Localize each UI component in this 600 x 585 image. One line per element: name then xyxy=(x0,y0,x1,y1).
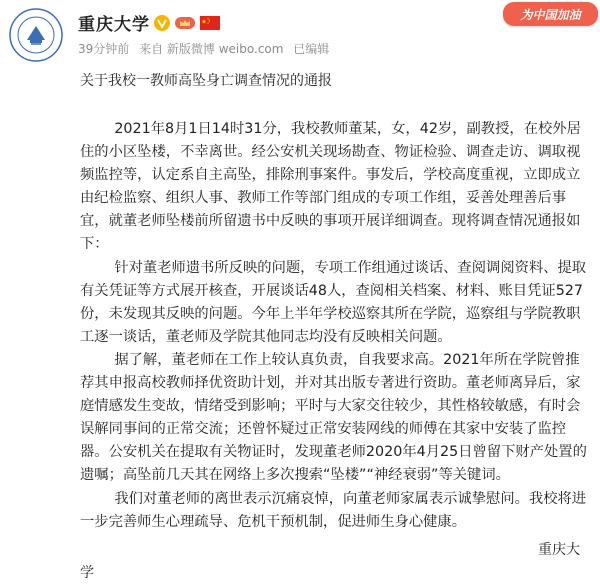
membership-crown-icon[interactable] xyxy=(174,15,196,31)
post-body xyxy=(80,118,588,534)
sticker-badge xyxy=(503,2,598,26)
post-source: 来自 新版微博 weibo.com xyxy=(139,42,284,56)
signature-line-1: 重庆大 xyxy=(538,542,580,558)
edited-label[interactable]: 已编辑 xyxy=(293,42,330,56)
account-header xyxy=(78,10,220,35)
paragraph-4: 我们对董老师的离世表示沉痛哀悼，向董老师家属表示诚挚慰问。我校将进一步完善师生心理疏导、危机干预机制，促进师生身心健康。 xyxy=(80,490,587,530)
paragraph-3: 据了解，董老师在工作上较认真负责，自我要求高。2021年所在学院曾推荐其申报高校教师择优资助计划，并对其出版专著进行资助。董老师离异后，家庭情感发生变故，情绪受到影响；平时与大家交往较少，其性格较敏感，有时会误解同事间的正常交流；还曾怀疑过正常安装网线的师傅在其家中安装了监控器。公安机关在提取有关物证时，发现董老师2020年4月25日曾留下财产处置的遗嘱；高坠前几天其在网络上多次搜索“坠楼”“神经衰弱”等关键词。 xyxy=(80,351,587,484)
paragraph-2: 针对董老师遗书所反映的问题，专项工作组通过谈话、查阅调阅资料、提取有关凭证等方式展开核查，开展谈话48人，查阅相关档案、材料、账目凭证527份，未发现其反映的问题。今年上半年学校巡察其所在学院，巡察组与学院教职工逐一谈话，董老师及学院其他同志均没有反映相关问题。 xyxy=(80,259,587,345)
post-time[interactable]: 39分钟前 xyxy=(78,42,130,56)
paragraph-1: 2021年8月1日14时31分，我校教师董某，女，42岁，副教授，在校外居住的小区坠楼，不幸离世。经公安机关现场勘查、物证检验、调查走访、调取视频监控等，认定系自主高坠，排除刑事案件。事发后，学校高度重视，立即成立由纪检监察、组织人事、教师工作等部门组成的专项工作组，妥善处理善后事宜，就董老师坠楼前所留遗书中反映的事项开展详细调查。现将调查情况通报如下： xyxy=(80,121,581,253)
verified-v-icon xyxy=(154,15,170,31)
university-logo-avatar[interactable] xyxy=(9,8,63,62)
sticker-text: 为中国加油 xyxy=(520,7,581,22)
account-name[interactable]: 重庆大学 xyxy=(78,15,150,35)
china-flag-icon xyxy=(200,16,220,30)
post-title: 关于我校一教师高坠身亡调查情况的通报 xyxy=(80,73,332,89)
signature-line-2: 学 xyxy=(80,565,94,581)
post-meta xyxy=(78,40,335,57)
